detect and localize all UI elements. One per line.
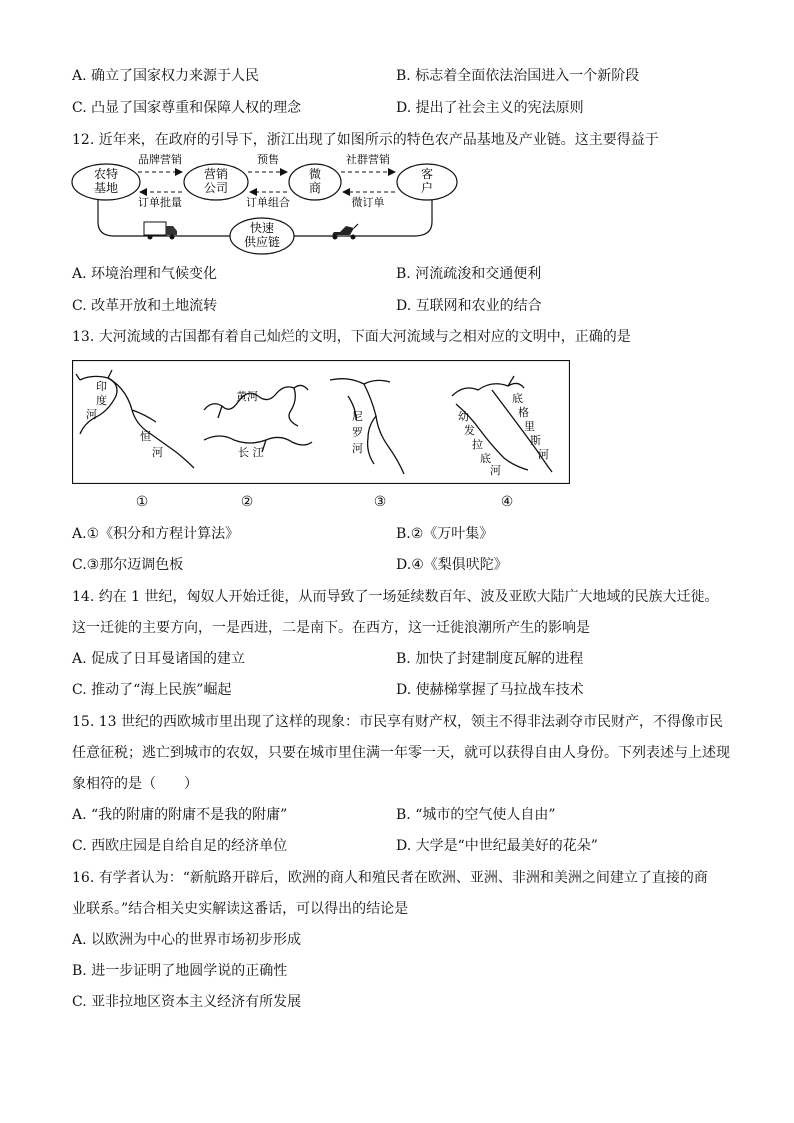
q13-river-maps xyxy=(72,360,570,484)
q15-option-d xyxy=(396,836,598,856)
option-text: D. xyxy=(396,838,412,854)
option-text: 标志着全面依法治国进入一个新阶段 xyxy=(415,68,640,84)
label-brand-marketing: 品牌营销 xyxy=(138,153,182,166)
q12-option-d xyxy=(396,296,542,316)
option-text: 西欧庄园是自给自足的经济单位 xyxy=(91,838,288,854)
node-label: 公司 xyxy=(203,181,229,195)
q14-option-d xyxy=(396,680,584,700)
map3-label: 尼 xyxy=(352,410,363,423)
map-number-2: ② xyxy=(240,494,254,510)
q12-option-a xyxy=(72,264,217,284)
node-label: 快速 xyxy=(249,221,275,235)
option-text: 促成了日耳曼诸国的建立 xyxy=(91,651,246,667)
label-bulk-order: 订单批量 xyxy=(138,196,182,209)
option-text: D. xyxy=(396,100,412,116)
q11-option-c xyxy=(72,98,301,118)
map-number-1: ① xyxy=(135,494,149,510)
map2-label: 黄河 xyxy=(236,390,258,403)
option-text: ③那尔迈调色板 xyxy=(86,557,184,573)
map4-label: 格 xyxy=(518,406,529,419)
option-text: 提出了社会主义的宪法原则 xyxy=(415,100,584,116)
q11-option-b xyxy=(396,66,639,86)
q16-stem-line1: 16. 有学者认为：“新航路开辟后，欧洲的商人和殖民者在欧洲、亚洲、非洲和美洲之间建立了直接的商 xyxy=(72,870,708,886)
node-label: 供应链 xyxy=(243,235,281,249)
map3-label: 河 xyxy=(352,442,363,455)
map3-label: 罗 xyxy=(352,426,363,439)
q15-option-b xyxy=(396,805,556,825)
option-text: D. xyxy=(396,557,412,573)
map1-label: 度 xyxy=(96,394,107,407)
q12-supply-chain-diagram xyxy=(70,152,470,258)
map-number-3: ③ xyxy=(373,494,387,510)
map1-label: 河 xyxy=(152,446,163,459)
option-text: ②《万叶集》 xyxy=(410,526,494,542)
q14-option-b xyxy=(396,649,583,669)
option-text: B. xyxy=(396,526,411,542)
label-presale: 预售 xyxy=(257,153,279,166)
node-label: 基地 xyxy=(93,181,119,195)
option-text: B. xyxy=(396,68,411,84)
q12-stem: 12. 近年来，在政府的引导下，浙江出现了如图所示的特色农产品基地及产业链。这主要得益于 xyxy=(72,132,659,148)
map-number-4: ④ xyxy=(500,494,514,510)
option-text: 以欧洲为中心的世界市场初步形成 xyxy=(91,932,302,948)
map4-label: 河 xyxy=(538,448,549,461)
option-text: 河流疏浚和交通便利 xyxy=(415,266,542,282)
option-text: A. xyxy=(72,651,87,667)
q16-option-c xyxy=(72,992,301,1012)
map4-label: 斯 xyxy=(530,434,541,447)
option-text: C. xyxy=(72,682,87,698)
option-text: C. xyxy=(72,100,87,116)
q16-stem-line2: 业联系。”结合相关史实解读这番话，可以得出的结论是 xyxy=(72,901,409,917)
map4-label: 底 xyxy=(512,392,523,405)
node-label: 微 xyxy=(308,167,322,181)
q12-option-c xyxy=(72,296,217,316)
q14-option-a xyxy=(72,649,245,669)
node-label: 农特 xyxy=(93,167,119,181)
q15-option-c xyxy=(72,836,287,856)
map4-label: 幼 xyxy=(458,410,469,423)
option-text: D. xyxy=(396,682,412,698)
option-text: ①《积分和方程计算法》 xyxy=(86,526,240,542)
option-text: 互联网和农业的结合 xyxy=(415,298,542,314)
option-text: 确立了国家权力来源于人民 xyxy=(91,68,260,84)
q12-option-b xyxy=(396,264,541,284)
option-text: “我的附庸的附庸不是我的附庸” xyxy=(91,807,288,823)
truck-icon xyxy=(144,222,177,240)
option-text: 使赫梯掌握了马拉战车技术 xyxy=(415,682,584,698)
q16-option-b xyxy=(72,961,287,981)
option-text: D. xyxy=(396,298,412,314)
option-text: C. xyxy=(72,838,87,854)
option-text: 加快了封建制度瓦解的进程 xyxy=(415,651,584,667)
label-micro-order: 微订单 xyxy=(351,196,385,209)
option-text: 进一步证明了地圆学说的正确性 xyxy=(91,963,288,979)
option-text: 大学是“中世纪最美好的花朵” xyxy=(415,838,598,854)
q13-option-c xyxy=(72,555,183,575)
label-community-marketing: 社群营销 xyxy=(346,153,390,166)
q14-stem-line2: 这一迁徙的主要方向，一是西进，二是南下。在西方，这一迁徙浪潮所产生的影响是 xyxy=(72,620,590,636)
q15-stem-line2: 任意征税；逃亡到城市的农奴，只要在城市里住满一年零一天，就可以获得自由人身份。下列表述与上述现 xyxy=(72,745,730,761)
option-text: C. xyxy=(72,994,87,1010)
option-text: C. xyxy=(72,298,87,314)
option-text: A. xyxy=(72,932,87,948)
option-text: A. xyxy=(72,68,87,84)
map4-label: 河 xyxy=(490,464,501,477)
node-label: 营销 xyxy=(203,167,229,181)
map4-label: 拉 xyxy=(472,438,483,451)
map4-label: 里 xyxy=(524,420,535,433)
option-text: 环境治理和气候变化 xyxy=(91,266,218,282)
node-label: 客 xyxy=(420,167,434,181)
option-text: ④《梨俱吠陀》 xyxy=(411,557,508,573)
option-text: B. xyxy=(396,266,411,282)
option-text: A. xyxy=(72,266,87,282)
option-text: B. xyxy=(72,963,87,979)
q13-map-numbers xyxy=(72,494,570,514)
q11-option-d xyxy=(396,98,584,118)
option-text: 改革开放和土地流转 xyxy=(91,298,218,314)
q13-stem: 13. 大河流域的古国都有着自己灿烂的文明，下面大河流域与之相对应的文明中，正确的是 xyxy=(72,329,631,345)
q15-stem-line3: 象相符的是（ ） xyxy=(72,776,198,792)
map1-label: 河 xyxy=(86,408,97,421)
option-text: “城市的空气使人自由” xyxy=(415,807,556,823)
node-label: 商 xyxy=(308,181,322,195)
q15-option-a xyxy=(72,805,287,825)
label-order-combination: 订单组合 xyxy=(246,196,290,209)
map1-label: 恒 xyxy=(140,430,151,443)
option-text: 亚非拉地区资本主义经济有所发展 xyxy=(91,994,302,1010)
scooter-icon xyxy=(332,224,358,240)
q14-option-c xyxy=(72,680,231,700)
option-text: A. xyxy=(72,807,87,823)
node-label: 户 xyxy=(420,181,434,195)
q13-option-a xyxy=(72,524,239,544)
q16-option-a xyxy=(72,930,301,950)
q13-option-b xyxy=(396,524,493,544)
option-text: B. xyxy=(396,651,411,667)
option-text: B. xyxy=(396,807,411,823)
map2-label: 长 江 xyxy=(238,446,264,459)
map4-label: 发 xyxy=(464,424,475,437)
option-text: A. xyxy=(72,526,87,542)
q13-option-d xyxy=(396,555,508,575)
map1-label: 印 xyxy=(96,380,107,393)
map4-label: 底 xyxy=(480,452,491,465)
option-text: 推动了“海上民族”崛起 xyxy=(91,682,232,698)
option-text: 凸显了国家尊重和保障人权的理念 xyxy=(91,100,302,116)
q15-stem-line1: 15. 13 世纪的西欧城市里出现了这样的现象：市民享有财产权，领主不得非法剥夺市民财产，不得像市民 xyxy=(72,714,723,730)
option-text: C. xyxy=(72,557,87,573)
q14-stem-line1: 14. 约在 1 世纪，匈奴人开始迁徙，从而导致了一场延续数百年、波及亚欧大陆广大地域的民族大迁徙。 xyxy=(72,589,719,605)
q11-option-a xyxy=(72,66,259,86)
